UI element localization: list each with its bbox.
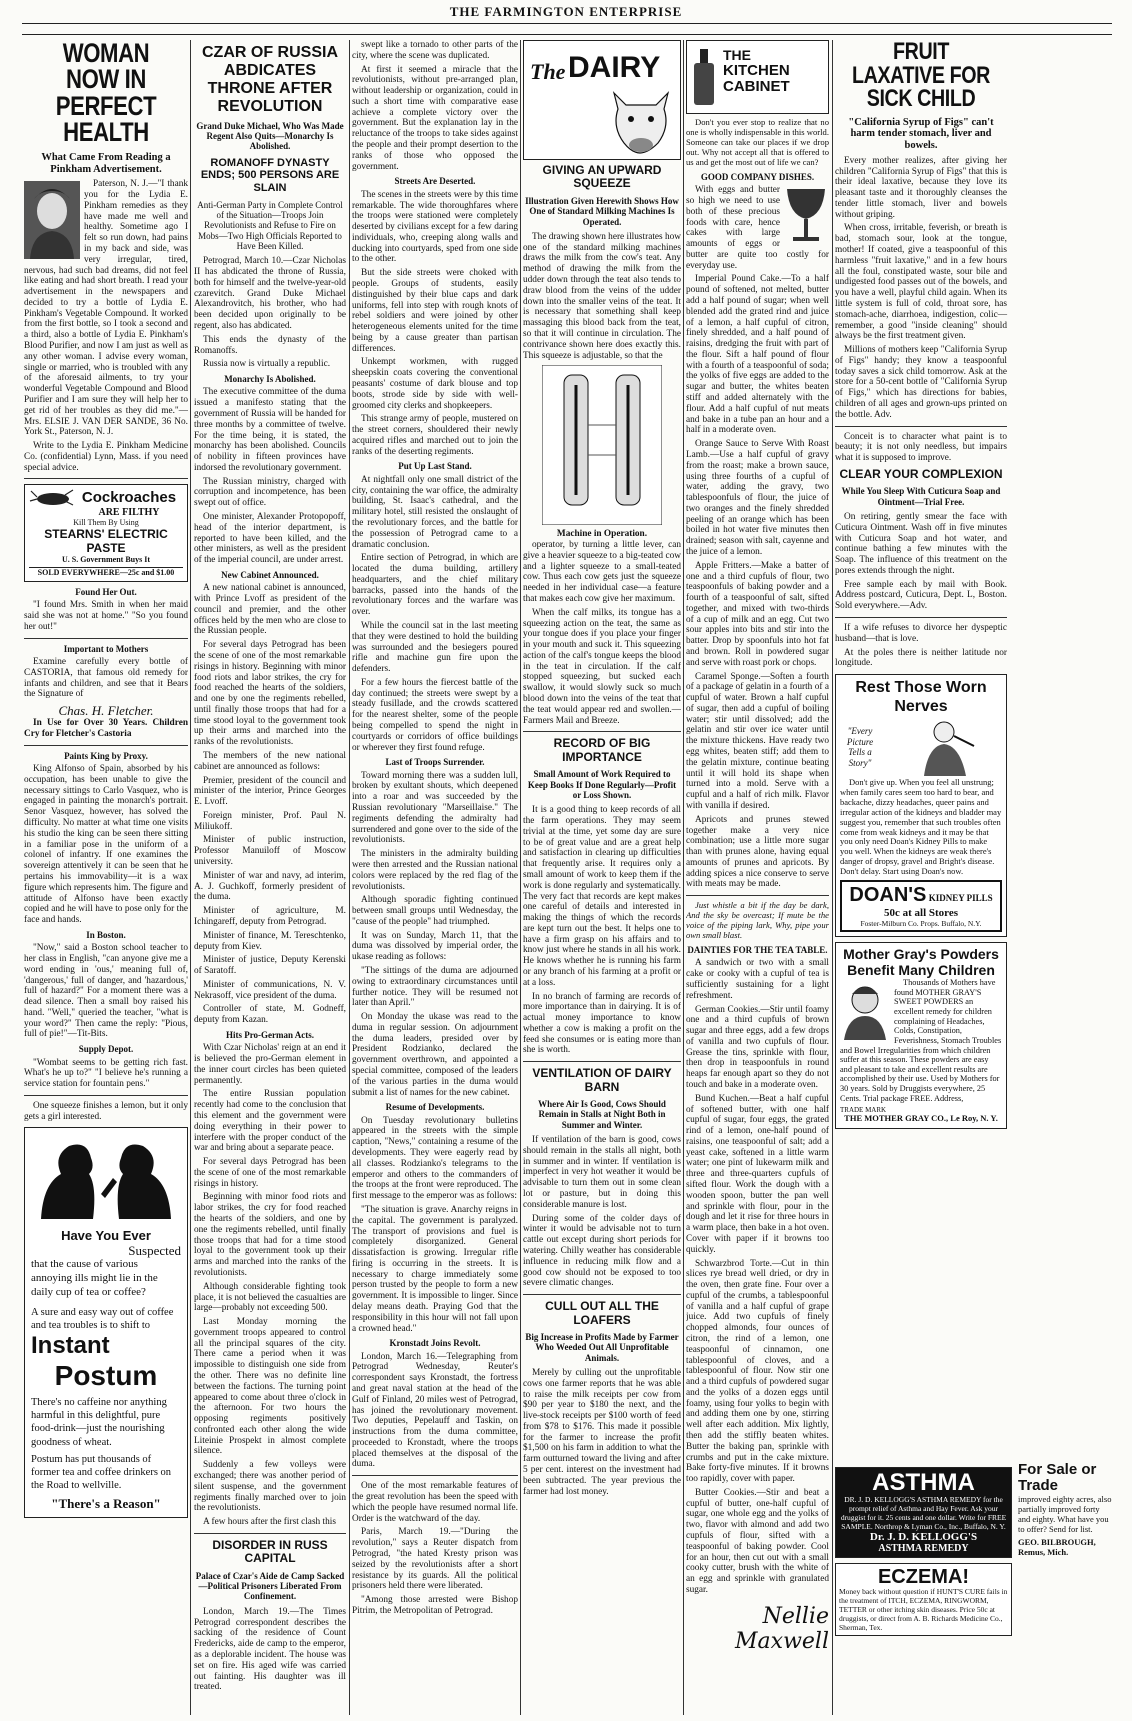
czar-body: The Russian ministry, charged with corruption and incompetence, has been swept out of office. xyxy=(194,476,346,509)
dairy-body: operator, by turning a little lever, can give a heavier squeeze to a big-teated cow and a lighter squeeze to a small-teated cow. Thus each cow gets just the squeeze needed in her individual case—a feature that makes each cow give her maximum. xyxy=(523,540,681,604)
revolution-body: On Tuesday revolutionary bulletins appeared in the streets with the simple caption, "News," containing a resume of the developments. They were eagerly read by all classes. Rodzianko's telegrams to the emperor and others to the commanders of the troops at the front were reproduced. The first message to the emperor was as follows: xyxy=(352,1115,518,1202)
revolution-body: It was on Sunday, March 11, that the duma was dissolved by imperial order, the ukase reading as follows: xyxy=(352,930,518,963)
dairy-title: DAIRY xyxy=(568,51,661,84)
divider xyxy=(24,478,188,479)
signature: Nellie Maxwell xyxy=(735,1603,829,1655)
revolution-body: Entire section of Petrograd, in which are located the duma building, artillery headquarters, and the chief military barracks, passed into the hands of the revolutionary forces and the warfare was over. xyxy=(352,553,518,618)
czar-body: The members of the new national cabinet are announced as follows: xyxy=(194,751,346,772)
right-ads xyxy=(835,1462,1012,1641)
divider xyxy=(24,745,188,746)
postum-ad xyxy=(24,1127,188,1518)
czar-body: Last Monday morning the government troops appeared to control all the principal squares of the city. There came a period when it was impossible to distinguish one side from the other. There was no definite line between the factions. The turning point appeared to come about three o'clock in the afternoon. For two hours the opposing regiments positively confronted each other along the wide Liteinie Prospekt in almost complete silence. xyxy=(194,1317,346,1457)
conceit-body: Conceit is to character what paint is to beauty; it is not only needless, but impairs what it is supposed to improve. xyxy=(835,431,1007,464)
postum-q3: that the cause of various annoying ills might lie in the daily cup of tea or coffee? xyxy=(31,1258,158,1298)
headline-pinkham: WOMAN NOW IN PERFECT HEALTH xyxy=(55,40,157,148)
subhead: Kronstadt Joins Revolt. xyxy=(389,1338,481,1349)
revolution-body: While the council sat in the last meeting that they were destined to hold the building was surrounded and the besiegers poured rifle and machine gun fire upon the defenders. xyxy=(352,620,518,675)
deck-fruit-laxative: "California Syrup of Figs" can't harm tender stomach, liver and bowels. xyxy=(848,116,994,152)
cuticura-body: On retiring, gently smear the face with Cuticura Ointment. Wash off in five minutes with Cuticura Soap and hot water, and continue bathing a few minutes with the Soap. The influence of this treatment on the pores extends through the night. xyxy=(835,512,1007,576)
kitchen-poem: Just whistle a bit if the day be dark, And the sky be overcast; If mute be the voice of the piping lark, Why, pipe your own small blast. xyxy=(686,900,829,941)
headline-loafers: CULL OUT ALL THE LOAFERS xyxy=(545,1299,659,1327)
mothers-title: Important to Mothers xyxy=(63,643,149,654)
castoria-signature: Chas. H. Fletcher. xyxy=(58,703,154,719)
kitchen-body: Caramel Sponge.—Soften a fourth of a package of gelatin in a fourth of a cupful of water. Brown a half cupful of sugar, then add a cupful of boiling water; stir until dissolved; add the gelatin and stir over ice water until the mixture thickens. Have ready two egg whites, beaten stiff; add them to the gelatin mixture, continue beating until it will hold its shape when turned into a mold. Serve with a cupful and a half of rich milk. Flavor with vanilla if desired. xyxy=(686,671,829,811)
boston-body: "Now," said a Boston school teacher to her class in English, "can anyone give me a word ending in 'ous,' meaning full of, 'dangerous,' full of danger, and 'hazardous,' full of hazard?" For a moment there was a dead silence. Then a small boy raised his hand. "Well," queried the teacher, "what is your word?" Then came the reply: "Pious, full of pie!"—Tit-Bits. xyxy=(24,943,188,1040)
kitchen-body: Apple Fritters.—Make a batter of one and a third cupfuls of flour, two teaspoonfuls of baking powder and a fourth of a teaspoonful of salt, sifted together, and mixed with two-thirds of a cup of milk and an egg. Cut two sour apples into bits and stir into the batter. Drop by spoonfuls into hot fat and brown. Roll in powdered sugar and serve with roast pork or chops. xyxy=(686,560,829,668)
revolution-body: London, March 16.—Telegraphing from Petrograd Wednesday, Reuter's correspondent says Kronstadt, the fortress and great naval station at the head of the Gulf of Finland, 20 miles west of Petrograd, has joined the revolutionary movement. Two deputies, Pepelauff and Taskin, on instructions from the duma committee, proceeded to Kronstadt, where the troops placed themselves at the disposal of the duma. xyxy=(352,1351,518,1470)
kitchen-intro: Don't you ever stop to realize that no one is wholly indispensable in this world. Someone can take our places if we drop out. Why not accept all that is offered to us and get the most out of life we can? xyxy=(686,117,829,167)
postum-body-2: Postum has put thousands of former tea and coffee drinkers on the Road to wellville. xyxy=(31,1453,172,1491)
czar-body: Minister of finance, M. Tereschtenko, deputy from Kiev. xyxy=(194,930,346,952)
headline-fruit-laxative: FRUIT LAXATIVE FOR SICK CHILD xyxy=(852,40,990,113)
dairy-body: If ventilation of the barn is good, cows should remain in the stalls all night, both in summer and in winter. If ventilation is imperfect in very hot weather it would be advisable to turn them out in some clean lot or pasture, but in doing this considerable manure is lost. xyxy=(523,1135,681,1210)
deck-loafers: Big Increase in Profits Made by Farmer Who Weeded Out All Unprofitable Animals. xyxy=(525,1331,679,1363)
czar-body: Foreign minister, Prof. Paul N. Miliukoff. xyxy=(194,810,346,832)
woman-seated-icon xyxy=(884,716,994,778)
czar-body: Minister of communications, N. V. Nekrasoff, vice president of the duma. xyxy=(194,979,346,1001)
mother-portrait-icon xyxy=(840,980,890,1040)
column-4 xyxy=(523,40,681,1715)
revolution-body: swept like a tornado to other parts of the city, where the scene was duplicated. xyxy=(352,40,518,61)
pinkham-body: Paterson, N. J.—"I thank you for the Lydia E. Pinkham remedies as they have made me well and healthy. Sometime ago I felt so run down, had pains in my back and side, was very irregular, tired, nervous, had such bad dreams, did not feel like eating and had short breath. I read your advertisement in the newspapers and decided to try a bottle of Lydia E. Pinkham's Vegetable Compound. It worked from the first bottle, so I took a second and a third, also a bottle of Lydia E. Pinkham's Blood Purifier, and now I am just as well as any other woman. I advise every woman, single or married, who is troubled with any of the aforesaid ailments, to try your wonderful Vegetable Compound and Blood Purifier and I am sure they will help her to get rid of her troubles as they did me."—Mrs. ELSIE J. VAN DER SANDE, 36 No. York St., Paterson, N. J. xyxy=(24,179,188,438)
cuticura-body: Free sample each by mail with Book. Address postcard, Cuticura, Dept. L, Boston. Sold everywhere.—Adv. xyxy=(835,579,1007,612)
column-6-left xyxy=(835,40,1007,1134)
subhead: Monarchy Is Abolished. xyxy=(224,374,316,385)
boston-title: In Boston. xyxy=(86,929,126,940)
kitchen-body: Apricots and prunes stewed together make a very nice combination; use a little more sugar than with prunes alone, having equal amounts of prunes and apricots. By adding spices a nice conserve to serve with meats may be made. xyxy=(686,814,829,890)
revolution-body: One of the most remarkable features of the great revolution has been the speed with which the people have resumed normal life. Order is the watchward of the day. xyxy=(352,1481,518,1524)
dairy-body: It is a good thing to keep records of all the farm operations. They may seem trivial at the time, yet some day are sure to be of great value and are a great help and satisfaction in clearing up difficulties that frequently arise. It requires only a small amount of work to keep them if the work is done regularly and systematically. The very fact that records are kept makes one careful of details and interested in making the things of which the records are kept turn out the best. It helps one to have a firm grasp on his affairs and to know just where he stands in all his work. He knows whether he is running his farm or any branch of his farming at a profit or at a loss. xyxy=(523,805,681,988)
sale-ad xyxy=(1018,1462,1112,1557)
revolution-body: Although sporadic fighting continued between small groups until Wednesday, the "cause of the people" had triumphed. xyxy=(352,895,518,927)
gray-body: Thousands of Mothers have found MOTHER GRAY'S SWEET POWDERS an excellent remedy for children complaining of Headaches, Colds, Constipation, Feverishness, Stomach Troubles and Bowel Irregularities from which children suffer at this season. These powders are easy and pleasant to take and excellent results are accomplished by their use. Used by Mothers for 30 years. Sold by Druggists everywhere, 25 Cents. Trial package FREE. Address, xyxy=(840,978,1002,1103)
depot-body: "Wombat seems to be getting rich fast. What's he up to?" "I believe he's running a service station for fountain pens." xyxy=(24,1057,188,1090)
laxative-body: When cross, irritable, feverish, or breath is bad, stomach sour, look at the tongue, mother! If coated, give a teaspoonful of this harmless "fruit laxative," and in a few hours all the foul, constipated waste, sour bile and undigested food passes out of the bowels, and you have a well, playful child again. When its little system is full of cold, throat sore, has stomach-ache, diarrhoea, indigestion, colic—remember, a good "inside cleaning" should always be the first treatment given. xyxy=(835,223,1007,342)
czar-body: A new national cabinet is announced, with Prince Lvoff as president of the council and premier, and the other offices held by the men who are close to the Russian people. xyxy=(194,583,346,637)
column-rule xyxy=(190,40,191,1715)
divider xyxy=(686,895,829,896)
czar-body: The entire Russian population recently had come to the conclusion that this element and the government were doing everything in their power to interfere with the proper conduct of the war and bring about a separate peace. xyxy=(194,1089,346,1154)
divider xyxy=(523,1061,681,1062)
revolution-body: For a few hours the fiercest battle of the day continued; the streets were swept by a steady fusillade, and the crowds scattered for the nearest shelter, some of the people being compelled to spend the night in courtyards or corridors of office buildings or wherever they first found refuge. xyxy=(352,677,518,753)
headline-disorder: DISORDER IN RUSS CAPITAL xyxy=(212,1537,328,1566)
deck-record: Small Amount of Work Required to Keep Books If Done Regularly—Profit or Loss Shown. xyxy=(527,769,677,800)
masthead-rule-lower xyxy=(22,34,1112,35)
kitchen-head: DAINTIES FOR THE TEA TABLE. xyxy=(687,945,828,956)
kitchen-the: THE xyxy=(723,47,751,63)
sale-head: For Sale or Trade xyxy=(1018,1461,1097,1494)
divider xyxy=(523,731,681,732)
divider xyxy=(24,638,188,639)
divider xyxy=(24,1095,188,1096)
postum-way: A sure and easy way out of coffee and tea troubles is to shift to xyxy=(31,1306,174,1331)
revolution-body: On Monday the ukase was read to the duma in regular session. On adjournment the duma leaders, presided over by President Rodzianko, declared the government overthrown, and appointed a special committee, composed of the leaders of the various parties in the duma would submit a list of names for the new cabinet. xyxy=(352,1012,518,1098)
dairy-body: The drawing shown here illustrates how one of the standard milking machines draws the milk from the cow's teat. Any method of drawing the milk from the udder down through the teat also tends to draw blood from the veins of the udder down into the smaller veins of the teat. It is necessary that something shall keep massaging this blood back from the teat, so that it will continue in circulation. The contrivance shown here does exactly this. This squeeze is adjustable, so that the xyxy=(523,231,681,361)
revolution-body: At nightfall only one small district of the city, containing the war office, the admiralty building, St. Isaac's cathedral, and the military hotel, still resisted the onslaught of the revolutionary forces, and the battle for the possession of Petrograd came to a dramatic conclusion. xyxy=(352,474,518,550)
cow-head-icon xyxy=(604,87,678,155)
deck-pinkham: What Came From Reading a Pinkham Advertisement. xyxy=(41,151,171,175)
subhead: Resume of Developments. xyxy=(385,1102,485,1113)
goblet-icon xyxy=(783,185,829,245)
postum-name: Postum xyxy=(54,1359,158,1391)
czar-body: Minister of justice, Deputy Kerenski of Saratoff. xyxy=(194,955,346,977)
column-rule xyxy=(683,40,684,1715)
headline-squeeze: GIVING AN UPWARD SQUEEZE xyxy=(542,163,662,191)
revolution-body: Paris, March 19.—"During the revolution," says a Reuter dispatch from Petrograd, "the hated Kresty prison was seized by the revolutionists after a short resistance by its guards. All the political prisoners held there were liberated. xyxy=(352,1527,518,1592)
headline-complexion: CLEAR YOUR COMPLEXION xyxy=(839,466,1003,481)
postum-q2: Suspected xyxy=(128,1243,181,1259)
subhead: Hits Pro-German Acts. xyxy=(225,1029,315,1040)
doans-quote: "Every Picture Tells a Story" xyxy=(846,726,874,768)
czar-body: Suddenly a few volleys were exchanged; there was another period of silent suspense, and the government regiments finally marched over to join the revolutionists. xyxy=(194,1460,346,1514)
eczema-title: ECZEMA! xyxy=(877,1566,970,1588)
czar-body: Russia now is virtually a republic. xyxy=(203,359,331,370)
kitchen-body: Butter Cookies.—Stir and beat a cupful of butter, one-half cupful of sugar, one whole egg and the yolks of two, flavor with almond and add two cupfuls of flour, sifted with a teaspoonful of baking powder. Cool for an hour, then cut out with a small cooky cutter, brush with the white of an egg and sprinkle with granulated sugar. xyxy=(686,1487,829,1595)
stearns-sold: SOLD EVERYWHERE—25c and $1.00 xyxy=(29,567,183,577)
laxative-body: Every mother realizes, after giving her children "California Syrup of Figs" that this is their ideal laxative, because they love its pleasant taste and it thoroughly cleanses the tender little stomach, liver and bowels without griping. xyxy=(835,155,1007,220)
czar-body: The executive committee of the duma issued a manifesto stating that the government of Russia will be handed for three months by a committee of twelve. For the time being, it is stated, the monarchy has been abolished. Councils of nobility in fifteen provinces have indorsed the revolutionary government. xyxy=(194,387,346,473)
czar-body: This ends the dynasty of the Romanoffs. xyxy=(194,334,346,356)
deck-complexion: While You Sleep With Cuticura Soap and Ointment—Trial Free. xyxy=(841,486,1001,507)
mothers-body: Examine carefully every bottle of CASTORIA, that famous old remedy for infants and children, and see that it Bears the Signature of xyxy=(24,657,188,700)
postum-body: There's no caffeine nor anything harmful in this delightful, pure food-drink—just the nourishing goodness of wheat. xyxy=(31,1397,167,1448)
sale-body: improved eighty acres, also partially improved forty and eighty. What have you to offer? Send for list. xyxy=(1018,1493,1112,1534)
column-rule xyxy=(349,40,350,1715)
kitchen-banner xyxy=(686,40,829,114)
subhead: Put Up Last Stand. xyxy=(398,461,472,472)
czar-body: Premier, president of the council and minister of the interior, Prince Georges E. Lvoff. xyxy=(194,775,346,808)
cockroach-icon xyxy=(29,489,75,507)
czar-body: One minister, Alexander Protopopoff, head of the interior department, is reported to have been killed, and the other ministers, as well as the president of the imperial council, are under arrest. xyxy=(194,512,346,566)
czar-body: For several days Petrograd has been the scene of one of the most remarkable risings in history. xyxy=(194,1157,346,1189)
gray-address: THE MOTHER GRAY CO., Le Roy, N. Y. xyxy=(844,1113,998,1124)
one-squeeze: One squeeze finishes a lemon, but it only gets a girl interested. xyxy=(24,1100,188,1122)
poles-body: At the poles there is neither latitude nor longitude. xyxy=(835,647,1007,669)
kitchen-body: Orange Sauce to Serve With Roast Lamb.—Use a half cupful of gravy from the roast; make a brown sauce, using three fourths of a cupful of water, adding the gravy, two tablespoonfuls of flour, the juice of two oranges and the finely shredded peeling of an orange which has been boiled in hot water five minutes then drained; season with salt, cayenne and the juice of a lemon. xyxy=(686,439,829,557)
gray-trade: TRADE MARK xyxy=(840,1106,887,1115)
czar-body: Minister of agriculture, M. Ichingareff, deputy from Petrograd. xyxy=(194,906,346,927)
column-1 xyxy=(24,40,188,1715)
divider xyxy=(194,1533,346,1534)
doans-body: Don't give up. When you feel all unstrung; when family cares seem too hard to bear, and backache, dizzy headaches, queer pains and irregular action of the kidneys and bladder may suggest you, remember that such troubles often come from weak kidneys and it may be that you only need Doan's Kidney Pills to make you well. When the kidneys are weak there's danger of dropsy, gravel and Bright's disease. Don't delay. Start using Doan's now. xyxy=(840,777,1002,876)
roach-title: Cockroaches xyxy=(81,489,177,507)
revolution-body: The ministers in the admiralty building were then arrested and the Russian national colors were replaced by the red flag of the revolutionists. xyxy=(352,849,518,892)
kitchen-body: Bund Kuchen.—Beat a half cupful of softened butter, with one half cupful of sugar, four eggs, the grated rind of a lemon, one-half pound of raisins, one teaspoonful of salt; add a yeast cake, softened in a little warm water; one pint of lukewarm milk and three and three-quarters cupfuls of sifted flour. Work the dough with a wooden spoon, butter the pan well and sprinkle with flour, pour in the dough and let it rise for three hours in a warm place, then bake in a hot oven. Cover with paper if it browns too quickly. xyxy=(686,1093,829,1255)
figure-caption: Machine in Operation. xyxy=(556,529,648,540)
divider xyxy=(835,617,1007,618)
deck-czar-2: ROMANOFF DYNASTY ENDS; 500 PERSONS ARE SLAIN xyxy=(200,156,340,194)
divider xyxy=(835,426,1007,427)
kitchen-body: Schwarzbrod Torte.—Cut in thin slices rye bread well dried, or dry in the oven, then grate fine. Four over a cupful of the crumbs, a tablespoonful of vanilla and a half cupful of grape juice. Add two cupfuls of finely chopped almonds, four ounces of citron, the rind of a lemon, one teaspoonful of cinnamon, one tablespoonful of cloves, and a tablespoonful of flour. Now stir one and a third cupfuls of powdered sugar and the yolks of a dozen eggs until foamy, using four yolks to begin with and adding them one by one, stirring well after each addition. Mix lightly, then add the stiffly beaten whites. Butter the baking pan, sprinkle with crumbs and put in the cake mixture. Bake forty-five minutes. If it browns too rapidly, cover with paper. xyxy=(686,1258,829,1485)
gray-head: Mother Gray's Powders Benefit Many Children xyxy=(843,946,999,978)
deck-czar-3: Anti-German Party in Complete Control of the Situation—Troops Join Revolutionists and Refuse to Fire on Mobs—Two High Officials Reported to Have Been Killed. xyxy=(197,199,343,251)
czar-body: Minister of war and navy, ad interim, A. J. Guchkoff, formerly president of the duma. xyxy=(194,870,346,903)
revolution-body: "Among those arrested were Bishop Pitrim, the Metropolitan of Petrograd. xyxy=(352,1595,518,1616)
dairy-body: During some of the colder days of winter it would be advisable not to turn cattle out except during short periods for watering. Chilly weather has considerable influence in reducing milk flow and a good cow should not be exposed to too severe climatic changes. xyxy=(523,1213,681,1289)
kitchen-head: GOOD COMPANY DISHES. xyxy=(700,171,815,182)
pinkham-body-2: Write to the Lydia E. Pinkham Medicine Co. (confidential) Lynn, Mass. if you need special advice. xyxy=(24,441,188,473)
woman-portrait-icon xyxy=(24,181,80,259)
headline-record: RECORD OF BIG IMPORTANCE xyxy=(553,736,651,764)
kitchen-body: With eggs and butter so high we need to use both of these precious foods with care, hence cakes with large amounts of eggs or butter are quite too costly for everyday use. xyxy=(686,185,829,271)
proxy-title: Paints King by Proxy. xyxy=(64,750,148,761)
revolution-body: But the side streets were choked with people. Groups of students, easily distinguished by their blue caps and dark uniforms, fell into step with rough knots of rebel soldiers and were joined by other heterogeneous elements united for the time being by a cause greater than partisan differences. xyxy=(352,268,518,354)
roach-sub: ARE FILTHY xyxy=(98,506,160,518)
masthead: THE FARMINGTON ENTERPRISE xyxy=(449,4,683,19)
dairy-body: When the calf milks, its tongue has a squeezing action on the teat, the same as your tongue does if you place your finger in your mouth and suck it. This squeezing action of the calf's tongue keeps the blood in the teat in circulation. If the calf stopped squeezing, but sucked each swallow, it would slowly suck so much blood down into the veins of the teat that the teat would appear red and swollen.—Farmers Mail and Breeze. xyxy=(523,607,681,726)
czar-body: Beginning with minor food riots and labor strikes, the cry for food reached the hearts of the soldiers, and one by one the regiments rebelled, until finally those troops that had for a time stood loyal to the government took up their arms and marched into the ranks of the revolutionists. xyxy=(194,1192,346,1278)
dairy-the: The xyxy=(530,59,566,84)
czar-body: For several days Petrograd has been the scene of one of the most remarkable risings in history. Beginning with minor food riots and labor strikes, the cry for food reached the hearts of the soldiers, and one by one the regiments rebelled, until finally those troops that had for a time stood loyal to the government took up their arms and marched into the ranks of the revolutionists. xyxy=(194,640,346,748)
doans-price: 50c at all Stores xyxy=(883,907,959,920)
revolution-body: "The situation is grave. Anarchy reigns in the capital. The government is paralyzed. The transport of provisions and fuel is completely disorganized. General dissatisfaction is growing. Irregular rifle firing is occurring in the streets. It is necessary to charge immediately some person trusted by the people to form a new government. It is impossible to linger. Since delay means death. Praying God that the responsibility in this hour will not fall upon a crowned head." xyxy=(352,1204,518,1334)
dairy-body: Merely by culling out the unprofitable cows one farmer reports that he was able to raise the milk receipts per cow from $90 per year to $180 the next, and the live-stock receipts per $100 worth of feed from $78 to $176. This made it possible for the farmer to increase the profit $1,500 on his farm in addition to what the farm outturned toward the living and after 5 per cent. interest on the investment had been subtracted. The year previous the farmer had lost money. xyxy=(523,1367,681,1497)
czar-body: Petrograd, March 10.—Czar Nicholas II has abdicated the throne of Russia, both for himself and the twelve-year-old czarevitch. Grand Duke Michael Alexandrovitch, his brother, who had been decided upon originally to be regent, also has abdicated. xyxy=(194,256,346,331)
dairy-body: In no branch of farming are records of more importance than in dairying. It is of actual money importance to know whether a cow is making a profit on the feed she consumes or is eating more than she is worth. xyxy=(523,991,681,1056)
stearns-gov: U. S. Government Buys It xyxy=(61,555,150,565)
postum-instant: Instant xyxy=(31,1331,110,1359)
asthma-ad xyxy=(835,1467,1012,1558)
revolution-body: Toward morning there was a sudden lull, broken by exultant shouts, which deepened into a roar and was succeeded by the Russian revolutionary "Marseillaise." The regiments defending the admiralty had surrendered and gone over to the side of the revolutionists. xyxy=(352,770,518,846)
stearns-name: STEARNS' ELECTRIC PASTE xyxy=(44,526,168,555)
doans-pills: KIDNEY PILLS xyxy=(928,892,993,903)
castoria-tail: In Use for Over 30 Years. Children Cry for Fletcher's Castoria xyxy=(24,718,188,740)
headline-czar: CZAR OF RUSSIA ABDICATES THRONE AFTER REVOLUTION xyxy=(202,44,338,115)
deck-disorder: Palace of Czar's Aide de Camp Sacked—Political Prisoners Liberated From Confinement. xyxy=(195,1570,345,1602)
postum-reason: "There's a Reason" xyxy=(51,1496,161,1512)
subhead: Last of Troops Surrender. xyxy=(385,757,485,768)
masthead-rule xyxy=(22,23,1112,24)
kellogg-remedy: ASTHMA REMEDY xyxy=(878,1543,969,1554)
roach-small: Kill Them By Using xyxy=(73,518,139,528)
depot-title: Supply Depot. xyxy=(78,1044,134,1055)
eczema-body: Money back without question if HUNT'S CURE fails in the treatment of ITCH, ECZEMA, RINGWORM, TETTER or other itching skin diseases. Price 50c at druggists, or direct from A. B. Richards Medicine Co., Sherman, Tex. xyxy=(839,1587,1008,1632)
revolution-body: "The sittings of the duma are adjourned owing to extraordinary circumstances until further notice. They will be resumed not later than April." xyxy=(352,965,518,1009)
column-rule xyxy=(832,40,833,1715)
kitchen-body: Imperial Pound Cake.—To a half pound of softened, not melted, butter add a half pound of sugar; when well blended add the grated rind and juice of a lemon, a half cupful of citron, finely shredded, and a half pound of raisins, dredging the fruit with part of the flour. Sift a half pound of flour with a fourth of a teaspoonful of soda; the yolks of five eggs are added to the sugar and butter, the whites beaten stiff and added alternately with the flour. Add a half cupful of nut meats and bake in a tube pan an hour and a half in a moderate oven. xyxy=(686,274,829,436)
divider xyxy=(523,1294,681,1295)
divider xyxy=(352,1475,518,1476)
found-body: "I found Mrs. Smith in when her maid said she was not at home." "So you found her out!" xyxy=(24,600,188,632)
doans-ad xyxy=(835,674,1007,937)
asthma-title: ASTHMA xyxy=(872,1469,975,1496)
kellogg-name: Dr. J. D. KELLOGG'S xyxy=(869,1531,978,1543)
laxative-body: Millions of mothers keep "California Syrup of Figs" handy; they know a teaspoonful today saves a sick child tomorrow. Ask at the store for a 50-cent bottle of "California Syrup of Figs," which has directions for babies, children of all ages and grown-ups printed on the bottle. Adv. xyxy=(835,345,1007,420)
deck-ventilation: Where Air Is Good, Cows Should Remain in Stalls at Night Both in Summer and Winter. xyxy=(538,1099,666,1130)
deck-czar-1: Grand Duke Michael, Who Was Made Regent Also Quits—Monarchy Is Abolished. xyxy=(196,120,344,152)
sale-contact: GEO. BILBROUGH, Remus, Mich. xyxy=(1018,1536,1096,1557)
kitchen-body: German Cookies.—Stir until foamy one and a third cupfuls of brown sugar and three eggs, add a few drops of vanilla and two cupfuls of flour. Grease the tins, sprinkle with flour, then drop in teaspoonfuls in round heaps far enough apart so they do not touch and bake in a moderate oven. xyxy=(686,1004,829,1090)
headline-ventilation: VENTILATION OF DAIRY BARN xyxy=(532,1066,672,1094)
dairy-banner xyxy=(523,40,681,160)
bottle-icon xyxy=(691,47,717,107)
column-2 xyxy=(194,40,346,1715)
asthma-body: DR. J. D. KELLOGG'S ASTHMA REMEDY for the prompt relief of Asthma and Hay Fever. Ask your druggist for it. 25 cents and one dollar. Write for FREE SAMPLE. Northrop & Lyman Co., Inc., Buffalo, N. Y. xyxy=(840,1495,1007,1531)
revolution-body: Unkempt workmen, with rugged sheepskin coats covering the conventional peasants' costume of dark blouse and top boots, strode side by side with well-groomed city clerks and shopkeepers. xyxy=(352,357,518,411)
doans-name: DOAN'S xyxy=(849,883,927,906)
disorder-body: London, March 19.—The Times Petrograd correspondent describes the sacking of the residence of Count Fredericks, aide de camp to the emperor, as a deplorable incident. The house was set on fire. His aged wife was carried out fainting. His daughter was ill treated. xyxy=(194,1606,346,1693)
deck-squeeze: Illustration Given Herewith Shows How One of Standard Milking Machines Is Operated. xyxy=(525,195,679,227)
found-title: Found Her Out. xyxy=(75,587,137,597)
column-rule xyxy=(520,40,521,1715)
czar-body: Although considerable fighting took place, it is not believed the casualties are large—probably not exceeding 500. xyxy=(194,1281,346,1314)
doans-maker: Foster-Milburn Co. Props. Buffalo, N.Y. xyxy=(860,918,982,928)
column-5 xyxy=(686,40,829,1715)
wife-body: If a wife refuses to divorce her dyspeptic husband—that is love. xyxy=(835,623,1007,644)
proxy-body: King Alfonso of Spain, absorbed by his occupation, has been unable to give the necessary sittings to Carlo Vasquez, who is engaged in painting the monarch's portrait. Senor Vasquez, however, has solved the difficulty. No matter at what time one visits his studio the king can be seen there sitting in a familiar pose in the uniform of a colonel of infantry. If one examines the sovereign attentively it can be seen that he pertains his immovability—it is a wax figure which represents him. The figure and attitude of Alfonso have been exactly copied and he will have to pose only for the face and hands. xyxy=(24,764,188,926)
column-3 xyxy=(352,40,518,1715)
postum-q1: Have You Ever xyxy=(61,1228,151,1244)
revolution-body: At first it seemed a miracle that the revolutionists, without pre-arranged plan, without leadership or organization, could in such a short time with comparative ease achieve a complete victory over the government. But the explanation lay in the reluctance of the troops to take sides against the people and their prompt desertion to the ranks of those who opposed the government. xyxy=(352,64,518,172)
subhead: Streets Are Deserted. xyxy=(394,176,476,187)
stearns-ad xyxy=(24,484,188,582)
eczema-ad xyxy=(835,1563,1012,1636)
subhead: New Cabinet Announced. xyxy=(221,569,319,580)
czar-body: Controller of state, M. Godneff, deputy from Kazan. xyxy=(194,1004,346,1026)
revolution-body: The scenes in the streets were by this time remarkable. The wide thoroughfares where the troops were stationed were completely deserted by civilians except for a few daring individuals, who, creeping along walls and ducking into courtyards, sped from one side to the other. xyxy=(352,189,518,265)
silhouette-faces-icon xyxy=(31,1134,181,1224)
milking-machine-diagram xyxy=(542,365,662,525)
czar-body: A few hours after the first clash this xyxy=(203,1517,336,1528)
mother-gray-ad xyxy=(835,942,1007,1129)
doans-head: Rest Those Worn Nerves xyxy=(855,679,987,715)
kitchen-body: A sandwich or two with a small cake or cooky with a cupful of tea is sufficiently sustaining for a light refreshment. xyxy=(686,958,829,1001)
kitchen-title: KITCHEN CABINET xyxy=(723,62,790,95)
revolution-body: This strange army of people, mustered on the street corners, shouldered their newly acquired rifles and marched out to join the ranks of the deserting regiments. xyxy=(352,414,518,457)
czar-body: Minister of public instruction, Professor Manuiloff of Moscow university. xyxy=(194,835,346,868)
czar-body: With Czar Nicholas' reign at an end it is believed the pro-German element in the inner court circles has been quieted permanently. xyxy=(194,1043,346,1086)
